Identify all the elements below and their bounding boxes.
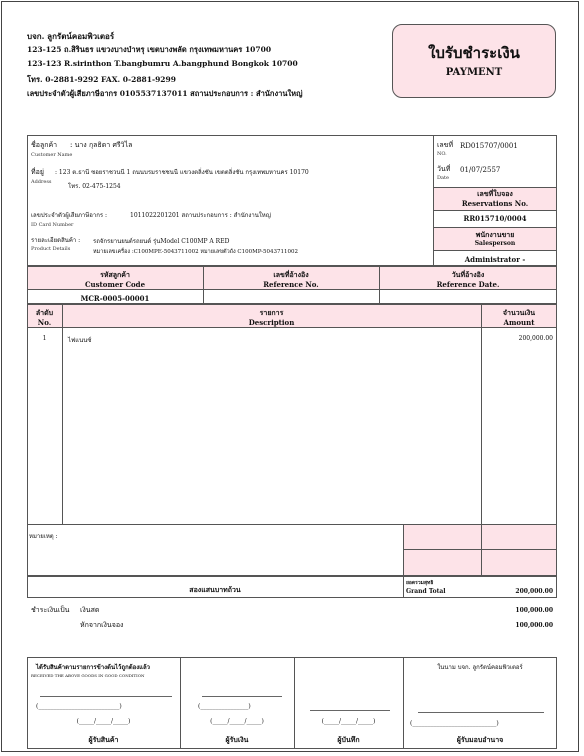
document-title-box: [392, 24, 556, 98]
reservation-value: RR015710/0004: [463, 214, 527, 223]
payment-deposit-label: หักจากเงินจอง: [80, 621, 124, 629]
customer-name-value: : นาง กุลธิดา ศรีวิไล: [70, 141, 133, 149]
recorder-date: (_____/_____/_____): [321, 718, 376, 725]
customer-address-label: ที่อยู่: [31, 168, 44, 176]
authorized-label: ผู้รับมอบอำนาจ: [456, 735, 504, 744]
col-desc-th: รายการ: [259, 308, 284, 317]
salesperson-label-en: Salesperson: [474, 240, 516, 247]
doc-date-value: 01/07/2557: [460, 166, 501, 174]
customer-code-label: รหัสลูกค้า: [100, 270, 130, 279]
receiver-label: ผู้รับสินค้า: [88, 735, 119, 744]
col-amount-th: จำนวนเงิน: [502, 308, 536, 317]
payment-deposit-value: 100,000.00: [515, 622, 553, 629]
doc-date-label: วันที่: [437, 165, 451, 173]
company-address-th: 123-125 ถ.สิรินธร แขวงบางบำหรุ เขตบางพลัด กรุงเทพมหานคร 10700: [27, 45, 272, 54]
cashier-date: (_____/_____/_____): [210, 718, 264, 725]
document-title-en: PAYMENT: [445, 67, 503, 78]
customer-code-value: MCR-0005-00001: [80, 294, 150, 303]
reference-no-label: เลขที่อ้างอิง: [273, 270, 309, 279]
customer-name-label: ชื่อลูกค้า: [31, 141, 58, 149]
customer-address-label-en: Address: [31, 179, 52, 185]
payment-cash-label: เงินสด: [80, 606, 100, 614]
doc-no-value: RD015707/0001: [460, 142, 518, 150]
payment-cash-value: 100,000.00: [515, 607, 553, 614]
recorder-label: ผู้บันทึก: [337, 735, 360, 744]
payment-label: ชำระเงินเป็น: [31, 606, 70, 614]
col-no-en: No.: [37, 318, 52, 327]
amount-in-words: สองแสนบาทถ้วน: [189, 585, 241, 594]
customer-idcard-label-en: ID Card Number: [31, 222, 74, 228]
on-behalf-label: ในนาม บจก. ลูกรัตน์คอมพิวเตอร์: [437, 664, 523, 671]
salesperson-label: พนักงานขาย: [475, 230, 515, 239]
reservation-label-en: Reservations No.: [461, 199, 529, 208]
row-description: ไฟแนนซ์: [68, 337, 92, 344]
customer-phone: โทร. 02-475-1254: [68, 183, 121, 190]
reference-no-label-en: Reference No.: [263, 280, 319, 289]
col-no-th: ลำดับ: [35, 308, 54, 317]
authorized-signature-line: (____________________________): [410, 720, 499, 727]
company-name: บจก. ลูกรัตน์คอมพิวเตอร์: [27, 31, 115, 41]
product-details-line1: รถจักรยานยนต์รถยนต์ รุ่นModel C100MP A RED: [93, 238, 230, 245]
customer-idcard-value: 1011022201201 สถานประกอบการ : สำนักงานใหญ่: [130, 212, 271, 219]
receiver-signature-line: (___________________________): [36, 703, 122, 710]
reference-date-label-en: Reference Date.: [436, 280, 500, 289]
grand-total-value: 200,000.00: [515, 588, 553, 595]
doc-date-label-en: Date: [437, 175, 449, 181]
salesperson-value: Administrator -: [464, 255, 526, 264]
customer-idcard-label: เลขประจำตัวผู้เสียภาษีอากร :: [31, 212, 108, 219]
doc-no-label: เลขที่: [437, 141, 454, 149]
customer-name-label-en: Customer Name: [31, 152, 73, 158]
cashier-signature-line: (________________): [198, 703, 251, 710]
document-title-th: ใบรับชำระเงิน: [428, 44, 520, 62]
remark-label: หมายเหตุ :: [29, 533, 58, 540]
row-no: 1: [42, 335, 47, 342]
col-amount-en: Amount: [503, 318, 535, 327]
customer-address-value: : 123 ต.ธานี ซอยราชวนนี 1 ถนนบรมราชชนนี แขวงตลิ่งชัน เขตตลิ่งชัน กรุงเทพมหานคร 10170: [55, 169, 309, 176]
col-desc-en: Description: [248, 318, 295, 327]
company-address-en: 123-123 R.sirinthon T.bangbumru A.bangphund Bongkok 10700: [27, 59, 298, 68]
reservation-label: เลขที่ใบจอง: [477, 189, 513, 198]
received-statement-th: ได้รับสินค้าตามรายการข้างต้นไว้ถูกต้องแล้ว: [36, 664, 151, 671]
reference-date-label: วันที่อ้างอิง: [451, 270, 485, 279]
cashier-label: ผู้รับเงิน: [225, 735, 249, 744]
row-amount: 200,000.00: [518, 335, 553, 342]
grand-total-label-th: ยอดรวมสุทธิ: [406, 580, 434, 586]
company-phone: โทร. 0-2881-9292 FAX. 0-2881-9299: [27, 75, 176, 84]
received-statement-en: RECEIVED THE ABOVE GOODS IN GOOD CONDITION: [31, 673, 145, 678]
doc-no-label-en: NO.: [437, 151, 447, 157]
grand-total-label-en: Grand Total: [406, 588, 446, 595]
company-taxid: เลขประจำตัวผู้เสียภาษีอากร 0105537137011 สถานประกอบการ : สำนักงานใหญ่: [27, 89, 303, 98]
product-details-line2: หมายเลขเครื่อง :C100MPE-5043711002 หมายเลขตัวถัง C100MP-5043711002: [93, 249, 299, 255]
product-details-label: รายละเอียดสินค้า :: [31, 237, 81, 244]
customer-code-label-en: Customer Code: [84, 280, 146, 289]
receiver-date: (_____/_____/_____): [76, 718, 131, 725]
product-details-label-en: Product Details: [31, 246, 71, 252]
